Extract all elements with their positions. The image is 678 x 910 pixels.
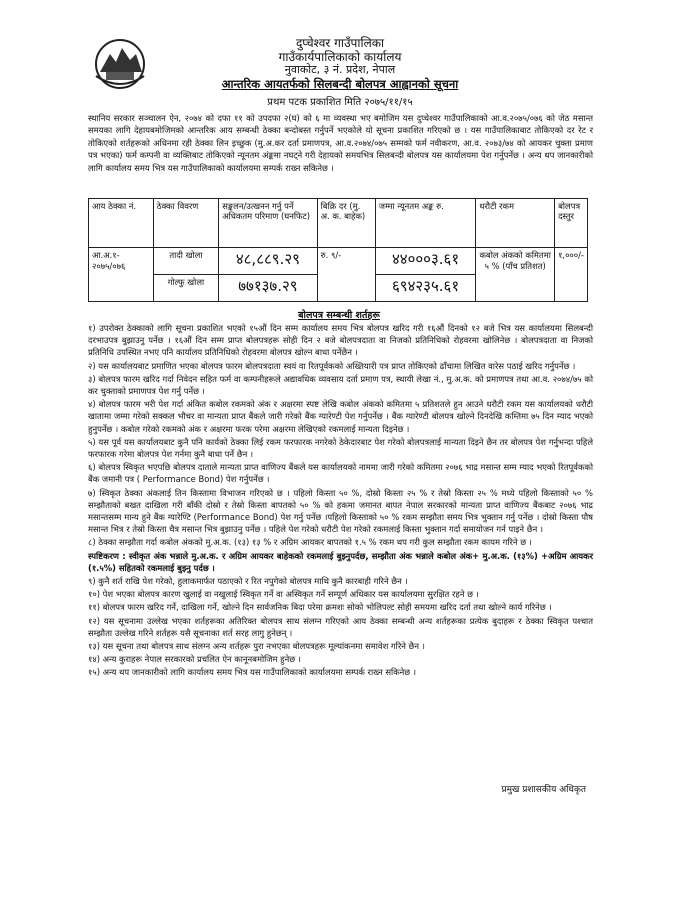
term-item: १४) अन्य कुराहरू नेपाल सरकारको प्रचलित ऐन कानूनबमोजिम हुनेछ । bbox=[88, 654, 301, 665]
term-item: ११) बोलपत्र फारम खरिद गर्ने, दाखिला गर्ने, खोल्ने दिन सार्वजनिक बिदा परेमा क्रमशः सोको भोलिपल्ट सोही समयमा खरिद दर्ता तथा खोल्ने कार्य गरिनेछ । bbox=[88, 602, 552, 613]
term-item: १२) यस सूचनामा उल्लेख भएका शर्तहरूका अतिरिक्त बोलपत्र साथ संलग्न गरिएको आय ठेक्का सम्बन्धी अन्य शर्तहरूका प्रत्येक बुदाहरू र ठेक्का स्विकृत पश्चात सम्झौता उल्लेख गरिने शर्तहरू यसै सूचनाका शर्त सरह लागु हुनेछन् । bbox=[88, 615, 593, 638]
term-item: ७) स्विकृत ठेक्का अंकलाई तिन किस्तामा विभाजन गरिएको छ । पहिलो किस्ता ५० %, दोस्रो किस्ता २५ % र तेस्रो किस्ता २५ % मध्ये पहिलो किस्ताको ५० % सम्झौताको बखत दाखिला गरी बाँकी दोस्रो र तेस्रो किस्ता बापतको ५० % को हकमा जमानत बापत नेपाल सरकारको मान्यता प्राप्त वाणिज्य बैंकबाट २०७६ भाद्र मसान्तसम्म मान्य हुने बैंक ग्यारेण्टि (Performance Bond) पेश गर्नु पर्नेछ ।पहिलो किस्ताको ५० % रकम सम्झौता समय भित्र भुक्तान गर्नु पर्नेछ । दोस्रो किस्ता पौष मसान्त भित्र र तेस्रो किस्ता चैत्र मसान्त भित्र बुझाउनु पर्नेछ । पहिले पेश गरेको धरौटी पेश गरेको रकमलाई किस्ता भुक्तान गर्दा समायोजन गर्न पाइने छैन । bbox=[88, 487, 593, 535]
term-item: १३) यस सूचना तथा बोलपत्र साथ संलग्न अन्य शर्तहरू पुरा नभएका बोलपत्रहरू मूल्यांकनमा समावेश गरिने छैन । bbox=[88, 641, 425, 652]
term-item: स्पष्टिकरण : स्वीकृत अंक भन्नाले मु.अ.क. र अग्रिम आयकर बाहेकको रकमलाई बुझ्नुपर्दछ, सम्झौता अंक भन्नाले कबोल अंक+ मु.अ.क. (१३%) +अग्रिम आयकर (१.५%) सहितको रकमलाई बुझ्नु पर्दछ । bbox=[88, 550, 593, 573]
municipality-emblem-icon bbox=[92, 36, 148, 90]
col-header: धरौटी रकम bbox=[476, 199, 555, 248]
col-header: ठेक्का विवरण bbox=[153, 199, 218, 248]
contract-total: ४४०००३.६१ bbox=[375, 248, 476, 275]
terms-title: बोलपत्र सम्बन्धी शर्तहरू bbox=[298, 310, 380, 321]
term-item: ५) यस पूर्व यस कार्यालयबाट कुनै पनि कार्यको ठेक्का लिई रकम फरफारक नगरेको ठेकेदारबाट पेश गरेको बोलपत्रलाई मान्यता दिइने छैन तर बोलपत्र पेश गर्नुभन्दा पहिले फरफारक गरेमा बोलपत्र पेश गर्नमा कुनै बाधा पर्ने छैन । bbox=[88, 436, 593, 460]
col-header: बिक्रि दर (मु. अ. क. बाहेक) bbox=[317, 199, 375, 248]
office-address: नुवाकोट, ३ नं. प्रदेश, नेपाल bbox=[284, 63, 396, 76]
office-name: गाउँकार्यपालिकाको कार्यालय bbox=[278, 50, 402, 64]
tender-table bbox=[88, 198, 588, 302]
term-item: ३) बोलपत्र फारम खरिद गर्दा निवेदन सहित फर्म वा कम्पनीहरूले अद्यावधिक व्यवसाय दर्ता प्रमाण पत्र, स्थायी लेखा नं., मु.अ.क. को प्रमाणपत्र तथा आ.व. २०७४/७५ को कर चुक्ताको प्रमाणपत्र पेश गर्नु पर्नेछ । bbox=[88, 373, 593, 397]
term-item: २) यस कार्यालयबाट प्रमाणित भएका बोलपत्र फारम बोलपत्रदाता स्वयं वा रितपूर्वकको अख्तियारी पत्र प्राप्त तोकिएको ढाँचामा लिखित वारेस पठाई खरिद गर्नुपर्नेछ । bbox=[88, 360, 576, 371]
contract-total: ६९४२३५.६१ bbox=[375, 275, 476, 302]
signature-title: प्रमुख प्रशासकीय अधिकृत bbox=[501, 785, 586, 795]
contract-desc: गोल्फु खोला bbox=[153, 275, 218, 302]
notice-title: आन्तरिक आयतर्फको सिलबन्दी बोलपत्र आह्वानको सूचना bbox=[221, 77, 459, 91]
col-header: आय ठेक्का नं. bbox=[89, 199, 154, 248]
contract-qty: ७७१३७.२९ bbox=[219, 275, 317, 302]
table-header-row bbox=[89, 199, 588, 248]
term-item: ४) बोलपत्र फारम भरी पेश गर्दा अंकित कबोल रकमको अंक र अक्षरमा स्पष्ट लेखि कबोल अंकको कमितमा ५ प्रतिशतले हुन आउने धरौटी रकम यस कार्यालयको धरौटी खातामा जम्मा गरेको सक्कल भौचर वा मान्यता प्राप्त बैंकले जारी गरेको बैंक ग्यारेण्टी पेश गर्नुपर्नेछ । बैंक ग्यारेण्टी बोलपत्र खोल्ने दिनदेखि कम्तिमा ७५ दिन म्याद भएको हुनुपर्नेछ । कबोल गरेको रकमको अंक र अक्षरमा फरक परेमा अक्षरमा लेखिएको रकमलाई मान्यता दिइनेछ । bbox=[88, 399, 593, 434]
term-item: १) उपरोक्त ठेक्काको लागि सूचना प्रकाशित भएको १५औं दिन सम्म कार्यालय समय भित्र बोलपत्र खरिद गरी १६औं दिनको १२ बजे भित्र यस कार्यालयमा सिलबन्दी दरभाउपत्र बुझाउनु पर्नेछ । १६औं दिन सम्म प्राप्त बोलपत्रहरू सोही दिन २ बजे बोलपत्रदाता वा निजको प्रतिनिधिको रोहवरमा खोलिनेछ । बोलपत्रदाता वा निजको प्रतिनिधि उपस्थित नभए पनि कार्यालय प्रतिनिधिको रोहवरमा बोलपत्र खोल्न बाधा पर्नेछैन । bbox=[88, 323, 593, 358]
term-item: १०) पेश भएका बोलपत्र कारण खुलाई वा नखुलाई स्विकृत गर्ने वा अस्विकृत गर्ने सम्पूर्ण अधिकार यस कार्यालयमा सुरक्षित रहने छ । bbox=[88, 589, 479, 600]
contract-rate: रु. ९/- bbox=[317, 248, 375, 302]
deposit-amount: कबोल अंकको कमितमा ५ % (पाँच प्रतिशत) bbox=[476, 248, 555, 302]
term-item: ८) ठेक्का सम्झौता गर्दा कबोल अंकको मु.अ.क. (१३) १३ % र अग्रिम आयकर बापतको १.५ % रकम थप गरी कुल सम्झौता रकम कायम गरिने छ । bbox=[88, 537, 532, 548]
term-item: १५) अन्य थप जानकारीको लागि कार्यालय समय भित्र यस गाउँपालिकाको कार्यालयमा सम्पर्क राख्न सकिनेछ । bbox=[88, 667, 416, 678]
intro-paragraph: स्थानिय सरकार सञ्चालन ऐन, २०७४ को दफा ११ को उपदफा २(घ) को ६ मा व्यवस्था भए बमोजिम यस दुप्चेश्वर गाउँपालिकाको आ.व.२०७५/०७६ को जेठ मसान्त समयका लागि देहायबमोजिमको आन्तरिक आय सम्बन्धी ठेक्का बन्दोबस्त गर्नुपर्ने भएकोले यो सूचना प्रकाशित गरिएको छ । यस गाउँपालिकाबाट तोकिएको दर रेट र तोकिएको शर्तहरूको अधिनमा रही ठेक्का लिन इच्छुक (मु.अ.कर दर्ता प्रमाणपत्र, आ.व.२०७४/०७५ सम्मको फर्म नवीकरण, आ.व. २०७३/७४ को आयकर चुक्ता प्रमाण पत्र भएका) फर्म कम्पनी वा व्यक्तिबाट तोकिएको न्यूनतम अंङ्कमा नघट्ने गरी देहायको समयभित्र सिलबन्दी बोलपत्र यस कार्यालयमा पेश गर्नुपर्नेछ । अन्य थप जानकारीको लागि कार्यालय समय भित्र यस गाउँपालिकाको कार्यालयमा सम्पर्क राख्न सकिनेछ । bbox=[88, 113, 593, 173]
municipality-name: दुप्चेश्वर गाउँपालिका bbox=[295, 36, 385, 50]
bid-fee: १,०००/- bbox=[555, 248, 588, 302]
terms-list bbox=[88, 322, 593, 680]
table-row bbox=[89, 248, 588, 275]
col-header: बोलपत्र दस्तुर bbox=[555, 199, 588, 248]
term-item: ९) कुनै शर्त राखि पेश गरेको, हुलाकमार्फत पठाएको र रित नपुगेको बोलपत्र माथि कुनै कारबाही गरिने छैन । bbox=[88, 576, 408, 587]
term-item: ६) बोलपत्र स्विकृत भएपछि बोलपत्र दाताले मान्यता प्राप्त वाणिज्य बैंकले यस कार्यालयको नाममा जारी गरेको कमितमा २०७६ भाद्र मसान्त सम्म म्याद भएको रितपूर्वकको बैंक जमानी पत्र ( Performance Bond) पेश गर्नुपर्नेछ । bbox=[88, 462, 593, 485]
contract-desc: तादी खोला bbox=[153, 248, 218, 275]
col-header: सङ्कलन/उत्खनन गर्नु पर्ने अधिकतम परिमाण (घनफिट) bbox=[219, 199, 317, 248]
publish-date: प्रथम पटक प्रकाशित मिति २०७५/११/१५ bbox=[267, 97, 413, 108]
contract-number: आ.अ.१- २०७५/०७६ bbox=[89, 248, 154, 302]
contract-qty: ४८,८८९.२९ bbox=[219, 248, 317, 275]
col-header: जम्मा न्यूनतम अङ्क रु. bbox=[375, 199, 476, 248]
